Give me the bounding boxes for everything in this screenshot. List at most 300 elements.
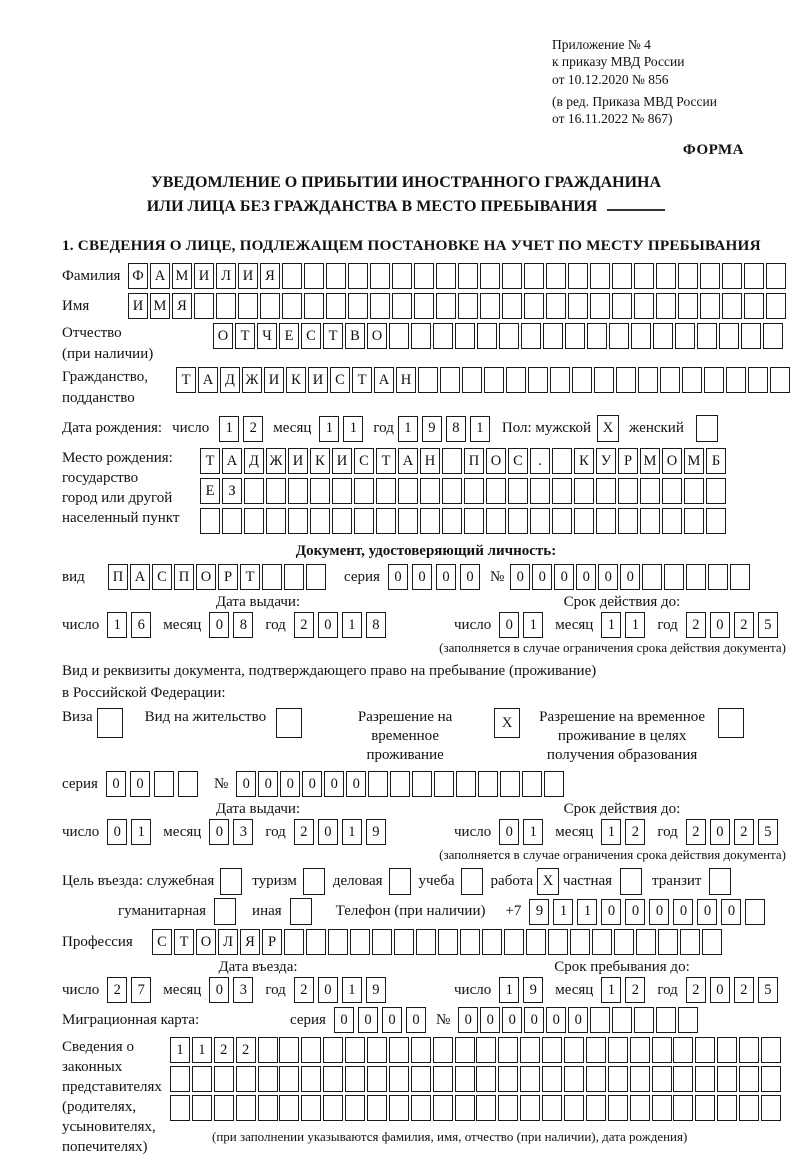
char-box[interactable]	[484, 367, 504, 393]
char-box[interactable]: С	[354, 448, 374, 474]
char-box[interactable]	[524, 293, 544, 319]
char-box[interactable]: Я	[172, 293, 192, 319]
char-box[interactable]	[438, 929, 458, 955]
char-box[interactable]: 0	[625, 899, 645, 925]
char-box[interactable]	[216, 293, 236, 319]
char-box[interactable]: П	[464, 448, 484, 474]
char-box[interactable]: С	[508, 448, 528, 474]
char-box[interactable]	[460, 929, 480, 955]
char-box[interactable]	[564, 1095, 584, 1121]
char-box[interactable]	[700, 263, 720, 289]
char-box[interactable]: С	[301, 323, 321, 349]
char-box[interactable]: 0	[649, 899, 669, 925]
char-box[interactable]	[763, 323, 783, 349]
char-box[interactable]	[640, 508, 660, 534]
char-box[interactable]: 2	[625, 819, 645, 845]
char-box[interactable]	[678, 293, 698, 319]
char-box[interactable]	[618, 508, 638, 534]
char-box[interactable]	[706, 478, 726, 504]
char-box[interactable]: 0	[620, 564, 640, 590]
char-box[interactable]: О	[367, 323, 387, 349]
char-box[interactable]	[244, 478, 264, 504]
char-box[interactable]	[609, 323, 629, 349]
char-box[interactable]: 9	[422, 416, 442, 442]
char-box[interactable]	[761, 1066, 781, 1092]
char-box[interactable]	[586, 1037, 606, 1063]
char-box[interactable]: 9	[523, 977, 543, 1003]
char-box[interactable]	[376, 478, 396, 504]
char-box[interactable]: 0	[388, 564, 408, 590]
char-box[interactable]	[306, 564, 326, 590]
char-box[interactable]	[222, 508, 242, 534]
char-box[interactable]: 2	[294, 612, 314, 638]
char-box[interactable]: 1	[601, 819, 621, 845]
char-box[interactable]	[616, 367, 636, 393]
char-box[interactable]: 0	[502, 1007, 522, 1033]
char-box[interactable]	[522, 771, 542, 797]
char-box[interactable]: 0	[209, 819, 229, 845]
char-box[interactable]: А	[198, 367, 218, 393]
char-box[interactable]	[706, 508, 726, 534]
char-box[interactable]: 0	[382, 1007, 402, 1033]
char-box[interactable]	[656, 1007, 676, 1033]
char-box[interactable]: 2	[107, 977, 127, 1003]
char-box[interactable]: 0	[280, 771, 300, 797]
char-box[interactable]: Р	[262, 929, 282, 955]
char-box[interactable]: Т	[235, 323, 255, 349]
char-box[interactable]: О	[213, 323, 233, 349]
char-box[interactable]	[433, 1037, 453, 1063]
char-box[interactable]	[326, 263, 346, 289]
char-box[interactable]: М	[150, 293, 170, 319]
char-box[interactable]	[730, 564, 750, 590]
char-box[interactable]: 2	[236, 1037, 256, 1063]
char-box[interactable]	[564, 1037, 584, 1063]
char-box[interactable]: О	[662, 448, 682, 474]
char-box[interactable]	[416, 929, 436, 955]
char-box[interactable]: 0	[673, 899, 693, 925]
char-box[interactable]	[370, 263, 390, 289]
char-box[interactable]	[550, 367, 570, 393]
char-box[interactable]: Е	[279, 323, 299, 349]
char-box[interactable]: 2	[734, 819, 754, 845]
char-box[interactable]	[608, 1066, 628, 1092]
char-box[interactable]	[332, 478, 352, 504]
char-box[interactable]: 1	[470, 416, 490, 442]
char-box[interactable]: 0	[499, 612, 519, 638]
char-box[interactable]: 0	[318, 819, 338, 845]
char-box[interactable]	[739, 1066, 759, 1092]
char-box[interactable]	[258, 1095, 278, 1121]
char-box[interactable]	[520, 1066, 540, 1092]
char-box[interactable]	[543, 323, 563, 349]
char-box[interactable]	[288, 478, 308, 504]
char-box[interactable]: Д	[244, 448, 264, 474]
char-box[interactable]: К	[286, 367, 306, 393]
char-box[interactable]	[542, 1095, 562, 1121]
char-box[interactable]	[719, 323, 739, 349]
char-box[interactable]: 0	[334, 1007, 354, 1033]
char-box[interactable]	[745, 899, 765, 925]
char-box[interactable]	[420, 478, 440, 504]
char-box[interactable]: Л	[216, 263, 236, 289]
char-box[interactable]: 9	[366, 977, 386, 1003]
char-box[interactable]	[590, 293, 610, 319]
char-box[interactable]	[656, 293, 676, 319]
char-box[interactable]	[192, 1095, 212, 1121]
char-box[interactable]: 0	[346, 771, 366, 797]
char-box[interactable]	[436, 293, 456, 319]
char-box[interactable]: 0	[406, 1007, 426, 1033]
char-box[interactable]	[618, 478, 638, 504]
char-box[interactable]: М	[172, 263, 192, 289]
char-box[interactable]: 0	[524, 1007, 544, 1033]
char-box[interactable]	[348, 263, 368, 289]
char-box[interactable]	[282, 293, 302, 319]
char-box[interactable]: П	[108, 564, 128, 590]
char-box[interactable]	[634, 1007, 654, 1033]
char-box[interactable]	[586, 1095, 606, 1121]
char-box[interactable]: Т	[200, 448, 220, 474]
char-box[interactable]: 1	[131, 819, 151, 845]
char-box[interactable]	[258, 1037, 278, 1063]
char-box[interactable]	[301, 1066, 321, 1092]
char-box[interactable]: 0	[710, 819, 730, 845]
char-box[interactable]	[660, 367, 680, 393]
char-box[interactable]	[652, 1037, 672, 1063]
char-box[interactable]	[486, 508, 506, 534]
char-box[interactable]	[570, 929, 590, 955]
char-box[interactable]	[653, 323, 673, 349]
char-box[interactable]	[704, 367, 724, 393]
char-box[interactable]: 0	[324, 771, 344, 797]
char-box[interactable]: К	[574, 448, 594, 474]
char-box[interactable]	[652, 1066, 672, 1092]
char-box[interactable]: 0	[721, 899, 741, 925]
char-box[interactable]	[726, 367, 746, 393]
char-box[interactable]: Т	[352, 367, 372, 393]
char-box[interactable]	[390, 771, 410, 797]
char-box[interactable]	[236, 1066, 256, 1092]
char-box[interactable]: Н	[396, 367, 416, 393]
char-box[interactable]	[678, 1007, 698, 1033]
char-box[interactable]	[630, 1095, 650, 1121]
char-box[interactable]: Е	[200, 478, 220, 504]
char-box[interactable]: 0	[236, 771, 256, 797]
char-box[interactable]	[761, 1037, 781, 1063]
char-box[interactable]	[170, 1066, 190, 1092]
char-box[interactable]	[506, 367, 526, 393]
char-box[interactable]: 1	[601, 612, 621, 638]
checkbox-temp-residence[interactable]: X	[494, 708, 520, 738]
char-box[interactable]: Т	[240, 564, 260, 590]
char-box[interactable]: З	[222, 478, 242, 504]
char-box[interactable]	[288, 508, 308, 534]
char-box[interactable]: А	[222, 448, 242, 474]
char-box[interactable]: Я	[260, 263, 280, 289]
char-box[interactable]	[244, 508, 264, 534]
char-box[interactable]	[568, 263, 588, 289]
char-box[interactable]	[658, 929, 678, 955]
char-box[interactable]	[301, 1037, 321, 1063]
char-box[interactable]: А	[130, 564, 150, 590]
char-box[interactable]: Т	[174, 929, 194, 955]
char-box[interactable]	[392, 293, 412, 319]
char-box[interactable]: 2	[734, 977, 754, 1003]
char-box[interactable]	[354, 508, 374, 534]
char-box[interactable]: А	[374, 367, 394, 393]
char-box[interactable]	[455, 1037, 475, 1063]
char-box[interactable]	[770, 367, 790, 393]
char-box[interactable]	[717, 1066, 737, 1092]
char-box[interactable]	[394, 929, 414, 955]
char-box[interactable]	[508, 508, 528, 534]
checkbox-female[interactable]	[696, 415, 718, 442]
char-box[interactable]	[500, 771, 520, 797]
char-box[interactable]: У	[596, 448, 616, 474]
char-box[interactable]	[673, 1095, 693, 1121]
char-box[interactable]	[262, 564, 282, 590]
char-box[interactable]	[418, 367, 438, 393]
char-box[interactable]: Т	[376, 448, 396, 474]
char-box[interactable]	[455, 1095, 475, 1121]
char-box[interactable]	[636, 929, 656, 955]
char-box[interactable]	[279, 1037, 299, 1063]
char-box[interactable]	[282, 263, 302, 289]
char-box[interactable]	[389, 1066, 409, 1092]
char-box[interactable]: А	[150, 263, 170, 289]
char-box[interactable]: 2	[214, 1037, 234, 1063]
char-box[interactable]	[348, 293, 368, 319]
char-box[interactable]	[476, 1037, 496, 1063]
char-box[interactable]: 1	[342, 819, 362, 845]
char-box[interactable]	[178, 771, 198, 797]
char-box[interactable]: 0	[258, 771, 278, 797]
checkbox-humanitarian[interactable]	[214, 898, 236, 925]
char-box[interactable]	[542, 1037, 562, 1063]
char-box[interactable]	[530, 508, 550, 534]
char-box[interactable]: 0	[546, 1007, 566, 1033]
char-box[interactable]	[236, 1095, 256, 1121]
char-box[interactable]	[722, 263, 742, 289]
char-box[interactable]	[442, 508, 462, 534]
char-box[interactable]: 8	[233, 612, 253, 638]
char-box[interactable]	[411, 323, 431, 349]
checkbox-private[interactable]	[620, 868, 642, 895]
char-box[interactable]: 1	[219, 416, 239, 442]
char-box[interactable]: 9	[366, 819, 386, 845]
char-box[interactable]	[680, 929, 700, 955]
char-box[interactable]: Я	[240, 929, 260, 955]
char-box[interactable]: В	[345, 323, 365, 349]
char-box[interactable]	[306, 929, 326, 955]
char-box[interactable]: Ч	[257, 323, 277, 349]
char-box[interactable]: 0	[697, 899, 717, 925]
char-box[interactable]	[695, 1066, 715, 1092]
char-box[interactable]: 1	[342, 977, 362, 1003]
char-box[interactable]: 0	[130, 771, 150, 797]
char-box[interactable]	[508, 478, 528, 504]
char-box[interactable]: 1	[625, 612, 645, 638]
char-box[interactable]	[200, 508, 220, 534]
char-box[interactable]: 3	[233, 819, 253, 845]
char-box[interactable]: Ф	[128, 263, 148, 289]
char-box[interactable]	[455, 323, 475, 349]
char-box[interactable]	[520, 1095, 540, 1121]
char-box[interactable]	[682, 367, 702, 393]
char-box[interactable]	[739, 1095, 759, 1121]
char-box[interactable]	[279, 1066, 299, 1092]
char-box[interactable]	[502, 263, 522, 289]
char-box[interactable]: 0	[598, 564, 618, 590]
char-box[interactable]: 1	[601, 977, 621, 1003]
char-box[interactable]: 2	[625, 977, 645, 1003]
char-box[interactable]	[702, 929, 722, 955]
char-box[interactable]: М	[640, 448, 660, 474]
char-box[interactable]	[673, 1037, 693, 1063]
char-box[interactable]	[546, 263, 566, 289]
char-box[interactable]: Ж	[266, 448, 286, 474]
char-box[interactable]	[656, 263, 676, 289]
char-box[interactable]	[572, 367, 592, 393]
char-box[interactable]: Т	[176, 367, 196, 393]
char-box[interactable]	[440, 367, 460, 393]
char-box[interactable]	[675, 323, 695, 349]
char-box[interactable]	[586, 1066, 606, 1092]
char-box[interactable]	[477, 323, 497, 349]
char-box[interactable]: Д	[220, 367, 240, 393]
char-box[interactable]	[498, 1066, 518, 1092]
char-box[interactable]: Н	[420, 448, 440, 474]
char-box[interactable]	[700, 293, 720, 319]
char-box[interactable]: Б	[706, 448, 726, 474]
char-box[interactable]	[411, 1066, 431, 1092]
char-box[interactable]	[345, 1037, 365, 1063]
char-box[interactable]: И	[332, 448, 352, 474]
char-box[interactable]: И	[264, 367, 284, 393]
char-box[interactable]: И	[238, 263, 258, 289]
char-box[interactable]	[504, 929, 524, 955]
char-box[interactable]	[608, 1037, 628, 1063]
char-box[interactable]: 2	[294, 819, 314, 845]
char-box[interactable]: 1	[170, 1037, 190, 1063]
char-box[interactable]	[502, 293, 522, 319]
checkbox-transit[interactable]	[709, 868, 731, 895]
char-box[interactable]	[662, 478, 682, 504]
char-box[interactable]: С	[152, 929, 172, 955]
char-box[interactable]	[574, 508, 594, 534]
char-box[interactable]	[214, 1066, 234, 1092]
char-box[interactable]	[631, 323, 651, 349]
char-box[interactable]: И	[194, 263, 214, 289]
char-box[interactable]	[332, 508, 352, 534]
checkbox-tourism[interactable]	[303, 868, 325, 895]
char-box[interactable]	[695, 1037, 715, 1063]
char-box[interactable]	[630, 1037, 650, 1063]
char-box[interactable]	[323, 1037, 343, 1063]
char-box[interactable]	[608, 1095, 628, 1121]
char-box[interactable]: 0	[209, 977, 229, 1003]
char-box[interactable]	[266, 508, 286, 534]
char-box[interactable]	[592, 929, 612, 955]
char-box[interactable]: Т	[323, 323, 343, 349]
char-box[interactable]	[350, 929, 370, 955]
char-box[interactable]	[279, 1095, 299, 1121]
char-box[interactable]	[530, 478, 550, 504]
char-box[interactable]	[528, 367, 548, 393]
char-box[interactable]: М	[684, 448, 704, 474]
char-box[interactable]: 1	[523, 612, 543, 638]
char-box[interactable]: 0	[412, 564, 432, 590]
char-box[interactable]: 0	[710, 612, 730, 638]
char-box[interactable]: 1	[107, 612, 127, 638]
char-box[interactable]	[520, 1037, 540, 1063]
char-box[interactable]: 0	[554, 564, 574, 590]
char-box[interactable]	[486, 478, 506, 504]
char-box[interactable]	[498, 1095, 518, 1121]
char-box[interactable]	[436, 263, 456, 289]
char-box[interactable]	[411, 1095, 431, 1121]
char-box[interactable]	[476, 1095, 496, 1121]
char-box[interactable]	[345, 1066, 365, 1092]
char-box[interactable]	[464, 478, 484, 504]
char-box[interactable]: 0	[358, 1007, 378, 1033]
char-box[interactable]: 1	[398, 416, 418, 442]
char-box[interactable]: 0	[302, 771, 322, 797]
char-box[interactable]	[552, 508, 572, 534]
char-box[interactable]: 0	[106, 771, 126, 797]
checkbox-other[interactable]	[290, 898, 312, 925]
char-box[interactable]	[552, 478, 572, 504]
char-box[interactable]	[433, 1066, 453, 1092]
char-box[interactable]: 2	[686, 977, 706, 1003]
checkbox-residence-permit[interactable]	[276, 708, 302, 738]
char-box[interactable]	[398, 508, 418, 534]
char-box[interactable]	[458, 293, 478, 319]
char-box[interactable]	[367, 1095, 387, 1121]
char-box[interactable]	[368, 771, 388, 797]
char-box[interactable]	[678, 263, 698, 289]
char-box[interactable]	[612, 1007, 632, 1033]
char-box[interactable]	[524, 263, 544, 289]
char-box[interactable]	[476, 1066, 496, 1092]
char-box[interactable]	[684, 478, 704, 504]
char-box[interactable]: 5	[758, 977, 778, 1003]
char-box[interactable]	[544, 771, 564, 797]
char-box[interactable]: 1	[319, 416, 339, 442]
char-box[interactable]: 5	[758, 819, 778, 845]
char-box[interactable]	[587, 323, 607, 349]
char-box[interactable]	[638, 367, 658, 393]
char-box[interactable]: 1	[499, 977, 519, 1003]
checkbox-edu-residence[interactable]	[718, 708, 744, 738]
char-box[interactable]	[398, 478, 418, 504]
char-box[interactable]: 1	[192, 1037, 212, 1063]
char-box[interactable]	[596, 508, 616, 534]
char-box[interactable]	[684, 508, 704, 534]
char-box[interactable]: 1	[553, 899, 573, 925]
char-box[interactable]	[367, 1066, 387, 1092]
char-box[interactable]: 2	[686, 819, 706, 845]
char-box[interactable]: О	[486, 448, 506, 474]
char-box[interactable]	[389, 1037, 409, 1063]
char-box[interactable]: 0	[532, 564, 552, 590]
char-box[interactable]: 0	[436, 564, 456, 590]
char-box[interactable]	[376, 508, 396, 534]
char-box[interactable]	[389, 323, 409, 349]
char-box[interactable]	[697, 323, 717, 349]
char-box[interactable]: С	[330, 367, 350, 393]
